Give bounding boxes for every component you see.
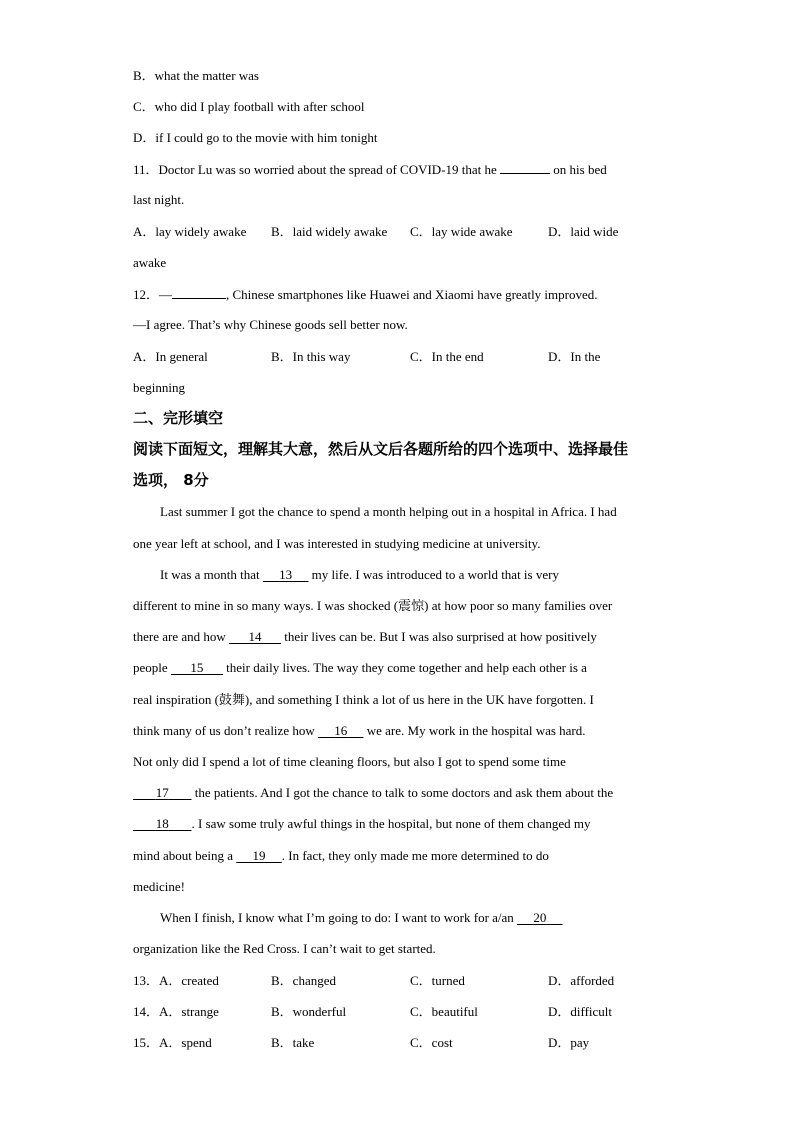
blank-17-number: 17	[155, 785, 169, 800]
question-12-reply: —I agree. That’s why Chinese goods sell better now.	[133, 317, 408, 332]
q15-option-c: C．cost	[410, 1035, 453, 1050]
q12-option-b: B．In this way	[271, 349, 351, 364]
q14-option-a: 14．A．strange	[133, 1004, 219, 1019]
q11-option-b: B．laid widely awake	[271, 224, 388, 239]
blank-18	[133, 816, 192, 832]
blank-19-number: 19	[252, 848, 266, 863]
passage-line: Last summer I got the chance to spend a month helping out in a hospital in Africa. I had	[160, 504, 617, 519]
passage-text: there are and how	[133, 629, 226, 644]
q14-option-d: D．difficult	[548, 1004, 613, 1019]
blank-15	[171, 660, 223, 676]
blank-17	[133, 785, 192, 801]
passage-line: medicine!	[133, 879, 185, 894]
q12-option-c: C．In the end	[410, 349, 484, 364]
section-instruction-cont: 选项， 8分	[133, 471, 209, 489]
blank-13-number: 13	[279, 567, 293, 582]
q11-option-c: C．lay wide awake	[410, 224, 513, 239]
blank-13	[263, 567, 309, 583]
passage-line	[160, 910, 563, 926]
passage-line	[133, 816, 590, 832]
blank-14	[229, 629, 281, 645]
q12-stem-text-end: , Chinese smartphones like Huawei and Xiaomi have greatly improved.	[226, 287, 598, 302]
q15-option-d: D．pay	[548, 1035, 590, 1050]
answer-blank	[500, 161, 550, 174]
prev-option-c: C．who did I play football with after school	[133, 99, 365, 114]
prev-option-d: D．if I could go to the movie with him tonight	[133, 130, 378, 145]
q11-stem-text: 11．Doctor Lu was so worried about the spread of COVID-19 that he	[133, 162, 497, 177]
passage-line: organization like the Red Cross. I can’t wait to get started.	[133, 941, 436, 956]
passage-line: different to mine in so many ways. I was shocked (震惊) at how poor so many families over	[133, 598, 613, 613]
q12-option-d: D．In the	[548, 349, 601, 364]
blank-20	[517, 910, 563, 926]
q11-option-d-cont: awake	[133, 255, 167, 270]
passage-line	[133, 660, 587, 676]
blank-16	[318, 723, 364, 739]
q14-option-b: B．wonderful	[271, 1004, 347, 1019]
q13-option-d: D．afforded	[548, 973, 615, 988]
q12-option-a: A．In general	[133, 349, 208, 364]
q11-option-d: D．laid wide	[548, 224, 619, 239]
blank-18-number: 18	[155, 816, 169, 831]
blank-15-number: 15	[190, 660, 204, 675]
blank-14-number: 14	[248, 629, 262, 644]
q11-option-a: A．lay widely awake	[133, 224, 247, 239]
blank-20-number: 20	[533, 910, 547, 925]
passage-line	[160, 567, 559, 583]
q11-stem-text-end: on his bed	[553, 162, 607, 177]
passage-line: real inspiration (鼓舞), and something I think a lot of us here in the UK have forgotten. I	[133, 692, 594, 707]
prev-option-b: B．what the matter was	[133, 68, 259, 83]
passage-text: their lives can be. But I was also surprised at how positively	[284, 629, 597, 644]
passage-text: my life. I was introduced to a world that is very	[311, 567, 559, 582]
blank-16-number: 16	[334, 723, 348, 738]
question-12-stem	[133, 286, 598, 303]
q12-option-d-cont: beginning	[133, 380, 185, 395]
passage-text: their daily lives. The way they come together and help each other is a	[226, 660, 587, 675]
q13-option-b: B．changed	[271, 973, 336, 988]
q13-option-a: 13．A．created	[133, 973, 219, 988]
passage-text: think many of us don’t realize how	[133, 723, 315, 738]
passage-line	[133, 848, 549, 864]
passage-line: Not only did I spend a lot of time cleaning floors, but also I got to spend some time	[133, 754, 566, 769]
passage-text: the patients. And I got the chance to talk to some doctors and ask them about the	[194, 785, 614, 800]
passage-text: . I saw some truly awful things in the hospital, but none of them changed my	[191, 816, 591, 831]
passage-text: we are. My work in the hospital was hard.	[366, 723, 586, 738]
passage-line: one year left at school, and I was interested in studying medicine at university.	[133, 536, 541, 551]
passage-text: . In fact, they only made me more determined to do	[281, 848, 549, 863]
q13-option-c: C．turned	[410, 973, 465, 988]
answer-blank	[172, 286, 226, 299]
section-instruction: 阅读下面短文，理解其大意，然后从文后各题所给的四个选项中、选择最佳	[133, 440, 629, 458]
passage-text: It was a month that	[160, 567, 260, 582]
q14-option-c: C．beautiful	[410, 1004, 478, 1019]
passage-line	[133, 785, 613, 801]
blank-19	[236, 848, 282, 864]
section-title: 二、完形填空	[133, 409, 224, 427]
passage-text: mind about being a	[133, 848, 234, 863]
passage-line	[133, 629, 597, 645]
q12-stem-text: 12．—	[133, 287, 173, 302]
question-11-stem-cont: last night.	[133, 192, 185, 207]
question-11-stem	[133, 161, 607, 178]
passage-text: people	[133, 660, 168, 675]
passage-text: When I finish, I know what I’m going to do: I want to work for a/an	[160, 910, 514, 925]
q15-option-b: B．take	[271, 1035, 315, 1050]
q15-option-a: 15．A．spend	[133, 1035, 212, 1050]
passage-line	[133, 723, 586, 739]
